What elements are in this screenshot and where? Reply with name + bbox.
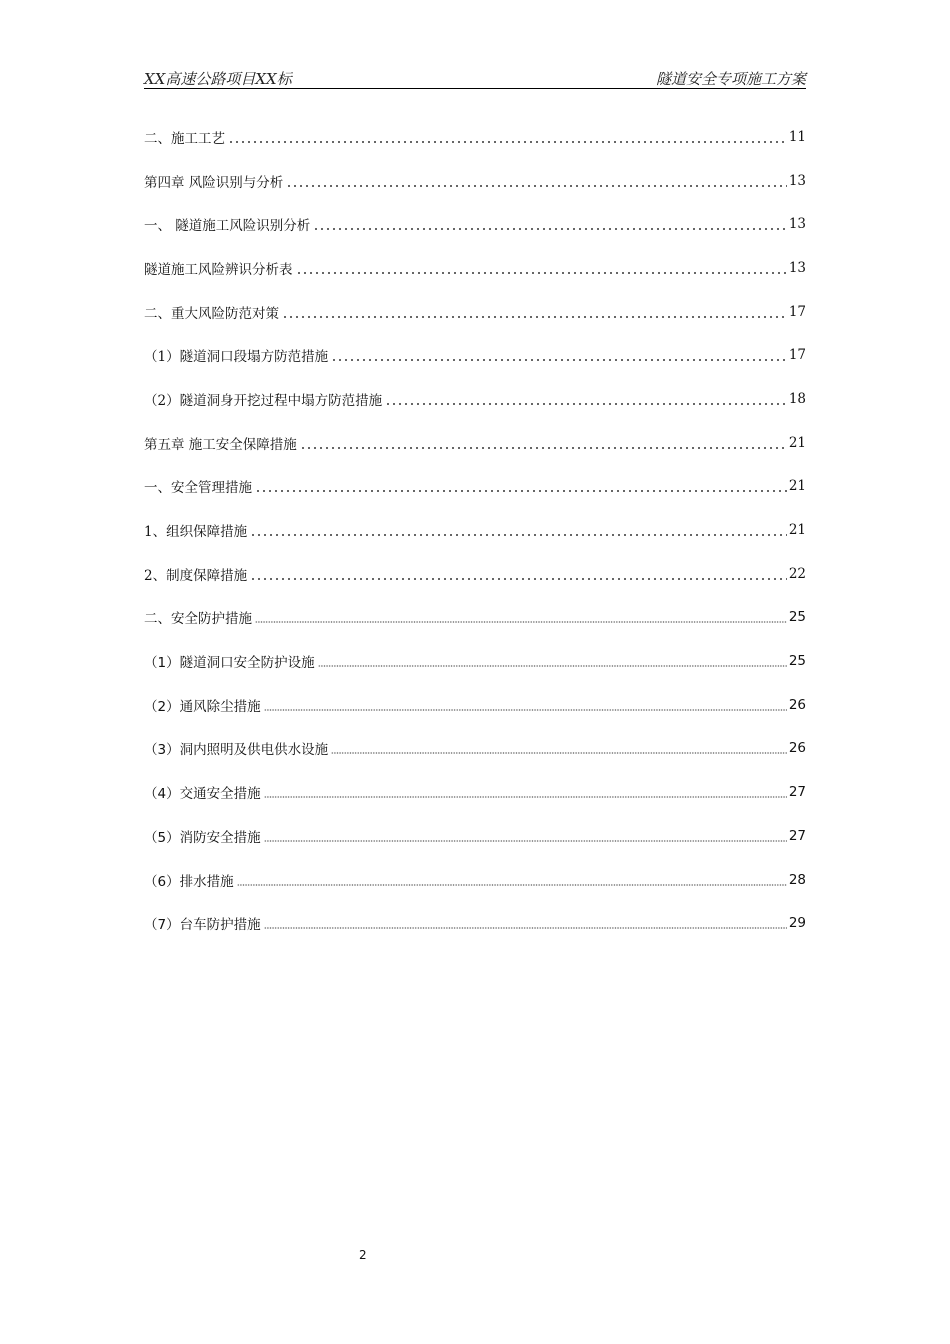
- toc-entry-label: （2）通风除尘措施: [144, 698, 261, 715]
- toc-entry-label: （5）消防安全措施: [144, 829, 261, 846]
- toc-entry-label: 一、安全管理措施: [144, 480, 252, 497]
- toc-entry-label: 二、重大风险防范对策: [144, 305, 279, 322]
- toc-entry[interactable]: [144, 246, 806, 290]
- toc-entry-label: 2、制度保障措施: [144, 567, 248, 584]
- toc-leader-dots: [331, 347, 787, 363]
- toc-entry-label: （4）交通安全措施: [144, 786, 261, 803]
- toc-entry-page-number: 27: [788, 784, 806, 801]
- footer-page-number: 2: [359, 1248, 367, 1262]
- toc-entry-page-number: 21: [788, 434, 806, 451]
- toc-entry-page-number: 27: [788, 827, 806, 844]
- toc-entry-page-number: 18: [788, 390, 806, 407]
- toc-entry[interactable]: [144, 159, 806, 203]
- toc-leader-dots: [331, 740, 787, 756]
- toc-entry-page-number: 17: [788, 303, 806, 320]
- toc-entry[interactable]: [144, 202, 806, 246]
- toc-entry-page-number: 26: [788, 740, 806, 757]
- toc-leader-dots: [264, 828, 787, 844]
- toc-entry-page-number: 13: [788, 216, 806, 233]
- toc-entry-page-number: 11: [788, 128, 806, 145]
- header-document-title: 隧道安全专项施工方案: [655, 70, 806, 88]
- toc-leader-dots: [255, 478, 787, 494]
- toc-entry[interactable]: [144, 421, 806, 465]
- toc-entry[interactable]: [144, 465, 806, 509]
- toc-entry-label: 一、 隧道施工风险识别分析: [144, 218, 311, 235]
- toc-entry[interactable]: [144, 290, 806, 334]
- toc-entry[interactable]: [144, 770, 806, 814]
- toc-entry-page-number: 21: [788, 478, 806, 495]
- toc-entry[interactable]: [144, 552, 806, 596]
- toc-entry-page-number: 25: [788, 609, 806, 626]
- toc-entry[interactable]: [144, 814, 806, 858]
- toc-entry[interactable]: [144, 639, 806, 683]
- toc-leader-dots: [264, 915, 787, 931]
- toc-entry-label: 二、施工工艺: [144, 130, 225, 147]
- toc-entry-label: 1、组织保障措施: [144, 524, 248, 541]
- page-header: [144, 66, 806, 89]
- toc-entry-label: 二、安全防护措施: [144, 611, 252, 628]
- toc-entry[interactable]: [144, 508, 806, 552]
- toc-leader-dots: [250, 566, 787, 582]
- toc-entry-page-number: 17: [788, 347, 806, 364]
- toc-leader-dots: [264, 784, 787, 800]
- toc-entry-label: 隧道施工风险辨识分析表: [144, 261, 293, 278]
- toc-entry[interactable]: [144, 377, 806, 421]
- toc-entry[interactable]: [144, 901, 806, 945]
- toc-entry[interactable]: [144, 683, 806, 727]
- toc-entry[interactable]: [144, 333, 806, 377]
- toc-entry-page-number: 13: [788, 172, 806, 189]
- toc-entry[interactable]: [144, 727, 806, 771]
- toc-entry-page-number: 21: [788, 522, 806, 539]
- toc-leader-dots: [250, 522, 787, 538]
- toc-entry-page-number: 26: [788, 696, 806, 713]
- toc-leader-dots: [313, 216, 787, 232]
- toc-leader-dots: [255, 609, 787, 625]
- toc-entry-page-number: 28: [788, 871, 806, 888]
- header-project-title: XX高速公路项目XX标: [144, 70, 292, 88]
- toc-leader-dots: [296, 260, 787, 276]
- toc-entry-label: （6）排水措施: [144, 873, 234, 890]
- toc-entry-label: （1）隧道洞口安全防护设施: [144, 655, 315, 672]
- toc-leader-dots: [228, 129, 787, 145]
- toc-leader-dots: [286, 173, 787, 189]
- toc-entry-label: （3）洞内照明及供电供水设施: [144, 742, 329, 759]
- toc-entry-label: 第四章 风险识别与分析: [144, 174, 284, 191]
- toc-leader-dots: [300, 435, 787, 451]
- toc-entry-page-number: 25: [788, 653, 806, 670]
- table-of-contents: [144, 115, 806, 945]
- toc-entry-page-number: 29: [788, 915, 806, 932]
- toc-entry-label: （7）台车防护措施: [144, 917, 261, 934]
- toc-leader-dots: [318, 653, 787, 669]
- toc-leader-dots: [282, 304, 787, 320]
- toc-entry[interactable]: [144, 858, 806, 902]
- toc-entry-page-number: 22: [788, 565, 806, 582]
- toc-leader-dots: [237, 872, 787, 888]
- toc-entry[interactable]: [144, 596, 806, 640]
- toc-entry-page-number: 13: [788, 259, 806, 276]
- toc-leader-dots: [385, 391, 787, 407]
- toc-entry-label: 第五章 施工安全保障措施: [144, 436, 297, 453]
- toc-entry-label: （2）隧道洞身开挖过程中塌方防范措施: [144, 392, 383, 409]
- toc-entry-label: （1）隧道洞口段塌方防范措施: [144, 349, 329, 366]
- toc-entry[interactable]: [144, 115, 806, 159]
- toc-leader-dots: [264, 697, 787, 713]
